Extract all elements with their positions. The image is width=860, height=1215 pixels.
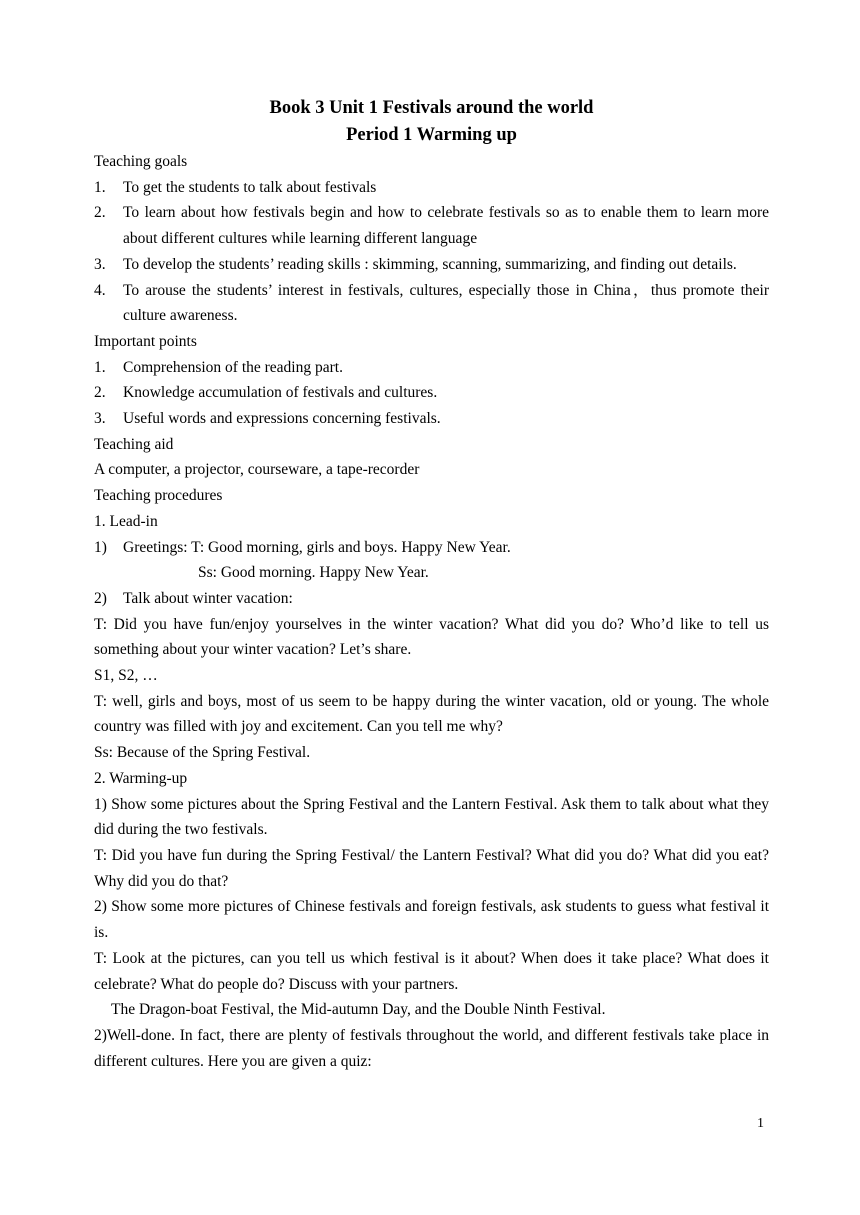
point-item: 1. Comprehension of the reading part. <box>94 358 343 376</box>
goal-item: 2. To learn about how festivals begin and how to celebrate festivals so as to enable them to learn more about different cultures while learning different language <box>94 204 769 248</box>
paragraph: 2)Well-done. In fact, there are plenty of festivals throughout the world, and different festivals take place in different cultures. Here you are given a quiz: <box>94 1026 769 1070</box>
goal-item: 4. To arouse the students’ interest in festivals, cultures, especially those in China，thus promote their culture awareness. <box>94 281 769 325</box>
section-heading-goals: Teaching goals <box>94 153 188 170</box>
talk-item: 2) Talk about winter vacation: <box>94 589 293 607</box>
aid-text: A computer, a projector, courseware, a tape-recorder <box>94 461 420 479</box>
period-title: Period 1 Warming up <box>346 125 517 145</box>
paragraph: T: Look at the pictures, can you tell us which festival is it about? When does it take place? What does it celebrate? What do people do? Discuss with your partners. <box>94 949 769 993</box>
step-lead-in: 1. Lead-in <box>94 512 158 530</box>
paragraph: T: Did you have fun during the Spring Festival/ the Lantern Festival? What did you do? What did you eat? Why did you do that? <box>94 846 769 890</box>
step-warming-up: 2. Warming-up <box>94 769 188 787</box>
paragraph: 1) Show some pictures about the Spring Festival and the Lantern Festival. Ask them to talk about what they did during the two festivals. <box>94 795 769 839</box>
paragraph: 2) Show some more pictures of Chinese festivals and foreign festivals, ask students to guess what festival it is. <box>94 898 769 942</box>
section-heading-aid: Teaching aid <box>94 435 174 453</box>
paragraph: T: Did you have fun/enjoy yourselves in the winter vacation? What did you do? Who’d like to tell us something about your winter vacation? Let’s share. <box>94 615 769 659</box>
goal-item: 1. To get the students to talk about festivals <box>94 178 377 196</box>
goal-item: 3. To develop the students’ reading skills : skimming, scanning, summarizing, and finding out details. <box>94 255 737 273</box>
page-number: 1 <box>757 1116 764 1131</box>
document-title: Book 3 Unit 1 Festivals around the world <box>269 98 594 118</box>
paragraph: S1, S2, … <box>94 667 158 685</box>
greetings-response: Ss: Good morning. Happy New Year. <box>198 564 429 582</box>
paragraph: The Dragon-boat Festival, the Mid-autumn Day, and the Double Ninth Festival. <box>111 1001 606 1019</box>
section-heading-points: Important points <box>94 332 197 350</box>
paragraph: Ss: Because of the Spring Festival. <box>94 744 311 762</box>
point-item: 2. Knowledge accumulation of festivals and cultures. <box>94 384 438 402</box>
document-page <box>94 95 769 1074</box>
paragraph: T: well, girls and boys, most of us seem to be happy during the winter vacation, old or young. The whole country was filled with joy and excitement. Can you tell me why? <box>94 692 769 736</box>
greetings-item: 1) Greetings: T: Good morning, girls and boys. Happy New Year. <box>94 538 511 556</box>
point-item: 3. Useful words and expressions concerning festivals. <box>94 410 441 428</box>
section-heading-procedures: Teaching procedures <box>94 487 223 505</box>
